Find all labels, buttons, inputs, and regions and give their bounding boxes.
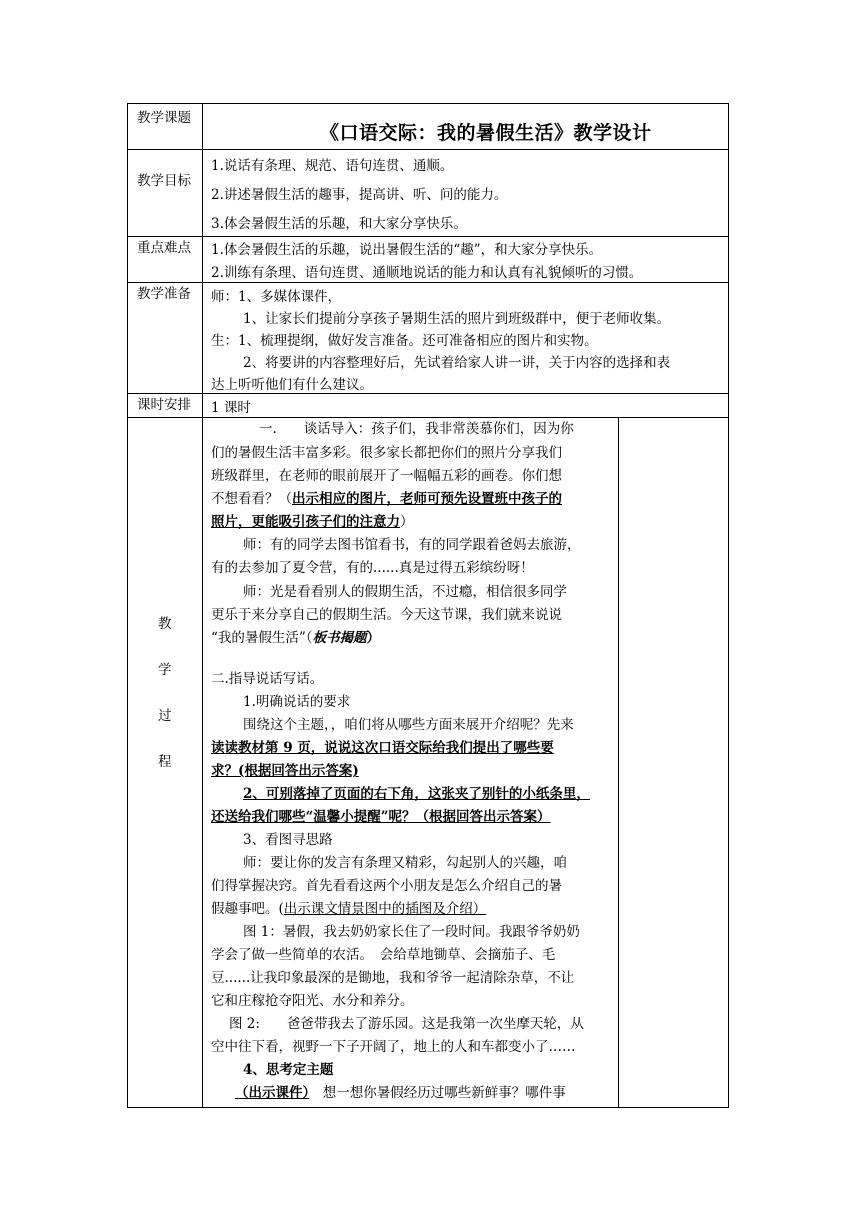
process-line: 围绕这个主题，，咱们将从哪些方面来展开介绍呢？先来 — [243, 717, 574, 733]
process-label-char: 教 — [158, 616, 172, 632]
process-line: “我的暑假生活”（板书揭题） — [211, 630, 381, 646]
table-border-right — [728, 103, 729, 1108]
prep-line: 生：1、梳理提纲，做好发言准备。还可准备相应的图片和实物。 — [211, 333, 598, 349]
process-line: 豆......让我印象最深的是锄地，我和爷爷一起清除杂草，不让 — [211, 970, 575, 986]
process-line: 不想看看？（出示相应的图片，老师可预先设置班中孩子的 — [211, 491, 562, 507]
process-label-char: 程 — [158, 754, 172, 770]
process-line: 图 1：暑假，我去奶奶家长住了一段时间。我跟爷爷奶奶 — [243, 924, 580, 940]
prep-line: 1、让家长们提前分享孩子暑期生活的照片到班级群中，便于老师收集。 — [243, 311, 671, 327]
process-line: 照片，更能吸引孩子们的注意力） — [211, 514, 414, 530]
subsection-heading: 3、看图寻思路 — [243, 832, 333, 848]
page-title: 《口语交际：我的暑假生活》教学设计 — [320, 122, 652, 144]
keypoint-item: 2.训练有条理、语句连贯、通顺地说话的能力和认真有礼貌倾听的习惯。 — [211, 265, 643, 281]
subsection-heading: 1.明确说话的要求 — [243, 694, 351, 710]
process-line: 2、可别落掉了页面的右下角，这张夹了别针的小纸条里， — [243, 786, 590, 802]
process-line: 假趣事吧。(出示课文情景图中的插图及介绍） — [211, 901, 487, 917]
row-divider — [127, 149, 729, 150]
table-border-left — [127, 103, 128, 1108]
prep-line: 2、将要讲的内容整理好后，先试着给家人讲一讲，关于内容的选择和表 — [243, 355, 671, 371]
process-line: 求？(根据回答出示答案) — [211, 763, 359, 779]
table-border-top — [127, 103, 729, 104]
schedule-value: 1 课时 — [211, 400, 251, 416]
row-divider — [127, 236, 729, 237]
process-line: 空中往下看，视野一下子开阔了，地上的人和车都变小了…… — [211, 1039, 576, 1055]
goals-label: 教学目标 — [137, 173, 191, 189]
table-border-bottom — [127, 1107, 729, 1108]
goal-item: 3.体会暑假生活的乐趣，和大家分享快乐。 — [211, 216, 467, 232]
row-divider — [127, 393, 729, 394]
process-line: 师：要让你的发言有条理又精彩，勾起别人的兴趣，咱 — [243, 855, 567, 871]
keypoints-label: 重点难点 — [137, 240, 191, 256]
process-line: 读读教材第 9 页，说说这次口语交际给我们提出了哪些要 — [211, 740, 554, 756]
section-heading: 二.指导说话写话。 — [211, 671, 324, 687]
subsection-heading: 4、思考定主题 — [243, 1062, 334, 1078]
prep-line: 师：1、多媒体课件， — [211, 289, 342, 305]
row-divider — [127, 282, 729, 283]
process-line: 师：有的同学去图书馆看书，有的同学跟着爸妈去旅游， — [243, 537, 581, 553]
lesson-plan-table — [127, 103, 729, 1108]
process-line: 们得掌握决窍。首先看看这两个小朋友是怎么介绍自己的暑 — [211, 878, 562, 894]
process-line: 更乐于来分享自己的假期生活。今天这节课，我们就来说说 — [211, 607, 562, 623]
prep-line: 达上听听他们有什么建议。 — [211, 377, 373, 393]
process-line: 班级群里，在老师的眼前展开了一幅幅五彩的画卷。你们想 — [211, 468, 562, 484]
process-line: 学会了做一些简单的农活。 会给草地锄草、会摘茄子、毛 — [211, 947, 556, 963]
process-line: 一. 谈话导入：孩子们，我非常羡慕你们，因为你 — [259, 421, 574, 437]
keypoint-item: 1.体会暑假生活的乐趣，说出暑假生活的“趣”，和大家分享快乐。 — [211, 242, 603, 258]
process-line: 图 2: 爸爸带我去了游乐园。这是我第一次坐摩天轮，从 — [229, 1016, 584, 1032]
process-line: 们的暑假生活丰富多彩。很多家长都把你们的照片分享我们 — [211, 445, 562, 461]
process-line: 还送给我们哪些“温馨小提醒”呢？（根据回答出示答案） — [211, 809, 551, 825]
goal-item: 2.讲述暑假生活的趣事，提高讲、听、问的能力。 — [211, 187, 508, 203]
process-label-char: 学 — [158, 662, 172, 678]
process-line: 师：光是看看别人的假期生活，不过瘾，相信很多同学 — [243, 584, 567, 600]
process-line: 它和庄稼抢夺阳光、水分和养分。 — [211, 993, 414, 1009]
column-divider — [202, 103, 203, 1108]
column-divider-inner — [618, 417, 619, 1108]
prep-label: 教学准备 — [137, 286, 191, 302]
process-line: （出示课件） 想一想你暑假经历过哪些新鲜事？哪件事 — [235, 1085, 566, 1101]
process-label-char: 过 — [158, 708, 172, 724]
process-line: 有的去参加了夏令营，有的......真是过得五彩缤纷呀！ — [211, 560, 534, 576]
schedule-label: 课时安排 — [137, 397, 191, 413]
topic-label: 教学课题 — [137, 110, 191, 126]
goal-item: 1.说话有条理、规范、语句连贯、通顺。 — [211, 158, 454, 174]
